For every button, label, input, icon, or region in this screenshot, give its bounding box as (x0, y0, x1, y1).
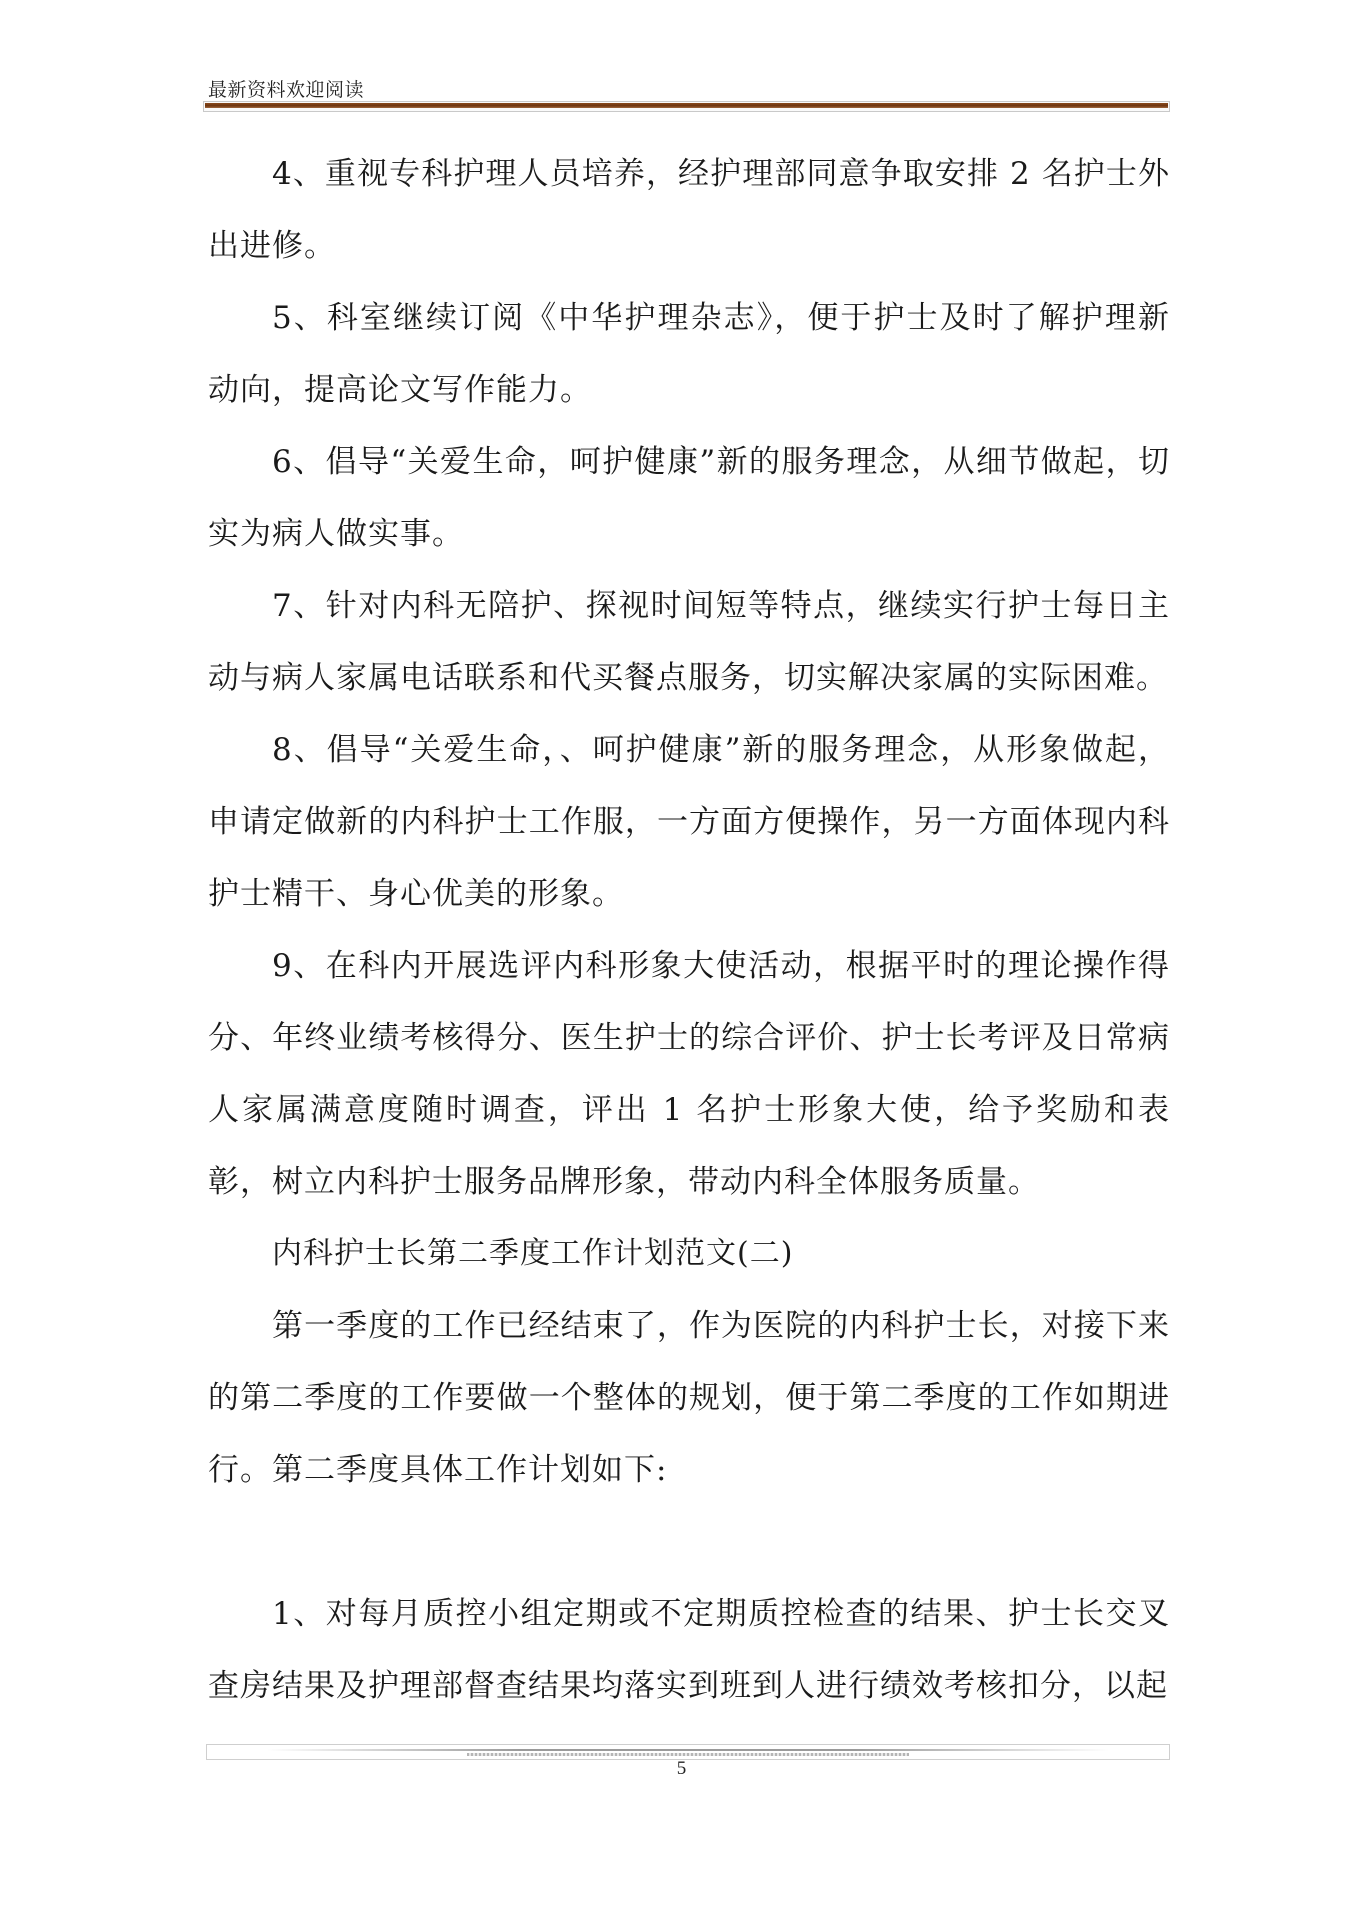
intro-paragraph: 第一季度的工作已经结束了，作为医院的内科护士长，对接下来的第二季度的工作要做一个整体的规划，便于第二季度的工作如期进行。第二季度具体工作计划如下: (208, 1308, 1170, 1488)
paragraph-item-8: 8、倡导“关爱生命，、呵护健康”新的服务理念，从形象做起，申请定做新的内科护士工作服，一方面方便操作，另一方面体现内科护士精干、身心优美的形象。 (208, 732, 1170, 912)
footer-divider-ornament (467, 1753, 909, 1756)
paragraph-item-6: 6、倡导“关爱生命，呵护健康”新的服务理念，从细节做起，切实为病人做实事。 (208, 444, 1170, 552)
paragraph-item-9: 9、在科内开展选评内科形象大使活动，根据平时的理论操作得分、年终业绩考核得分、医生护士的综合评价、护士长考评及日常病人家属满意度随时调查，评出 1 名护士形象大使，给予奖励和表彰，树立内科护士服务品牌形象，带动内科全体服务质量。 (208, 948, 1170, 1200)
page-header-text: 最新资料欢迎阅读 (208, 79, 365, 101)
header-divider-band (205, 103, 1168, 108)
paragraph-item-4: 4、重视专科护理人员培养，经护理部同意争取安排 2 名护士外出进修。 (208, 156, 1170, 264)
paragraph-item-1: 1、对每月质控小组定期或不定期质控检查的结果、护士长交叉查房结果及护理部督查结果均落实到班到人进行绩效考核扣分，以起 (208, 1596, 1170, 1704)
section-heading: 内科护士长第二季度工作计划范文(二) (272, 1236, 794, 1271)
paragraph-item-5: 5、科室继续订阅《中华护理杂志》，便于护士及时了解护理新动向，提高论文写作能力。 (208, 300, 1170, 408)
header-divider (203, 101, 1170, 112)
footer-divider-line (267, 1749, 1109, 1751)
page-number: 5 (676, 1758, 687, 1779)
blank-line (208, 1506, 1170, 1578)
paragraph-item-7: 7、针对内科无陪护、探视时间短等特点，继续实行护士每日主动与病人家属电话联系和代买餐点服务，切实解决家属的实际困难。 (208, 588, 1170, 696)
document-body (208, 138, 1170, 1722)
